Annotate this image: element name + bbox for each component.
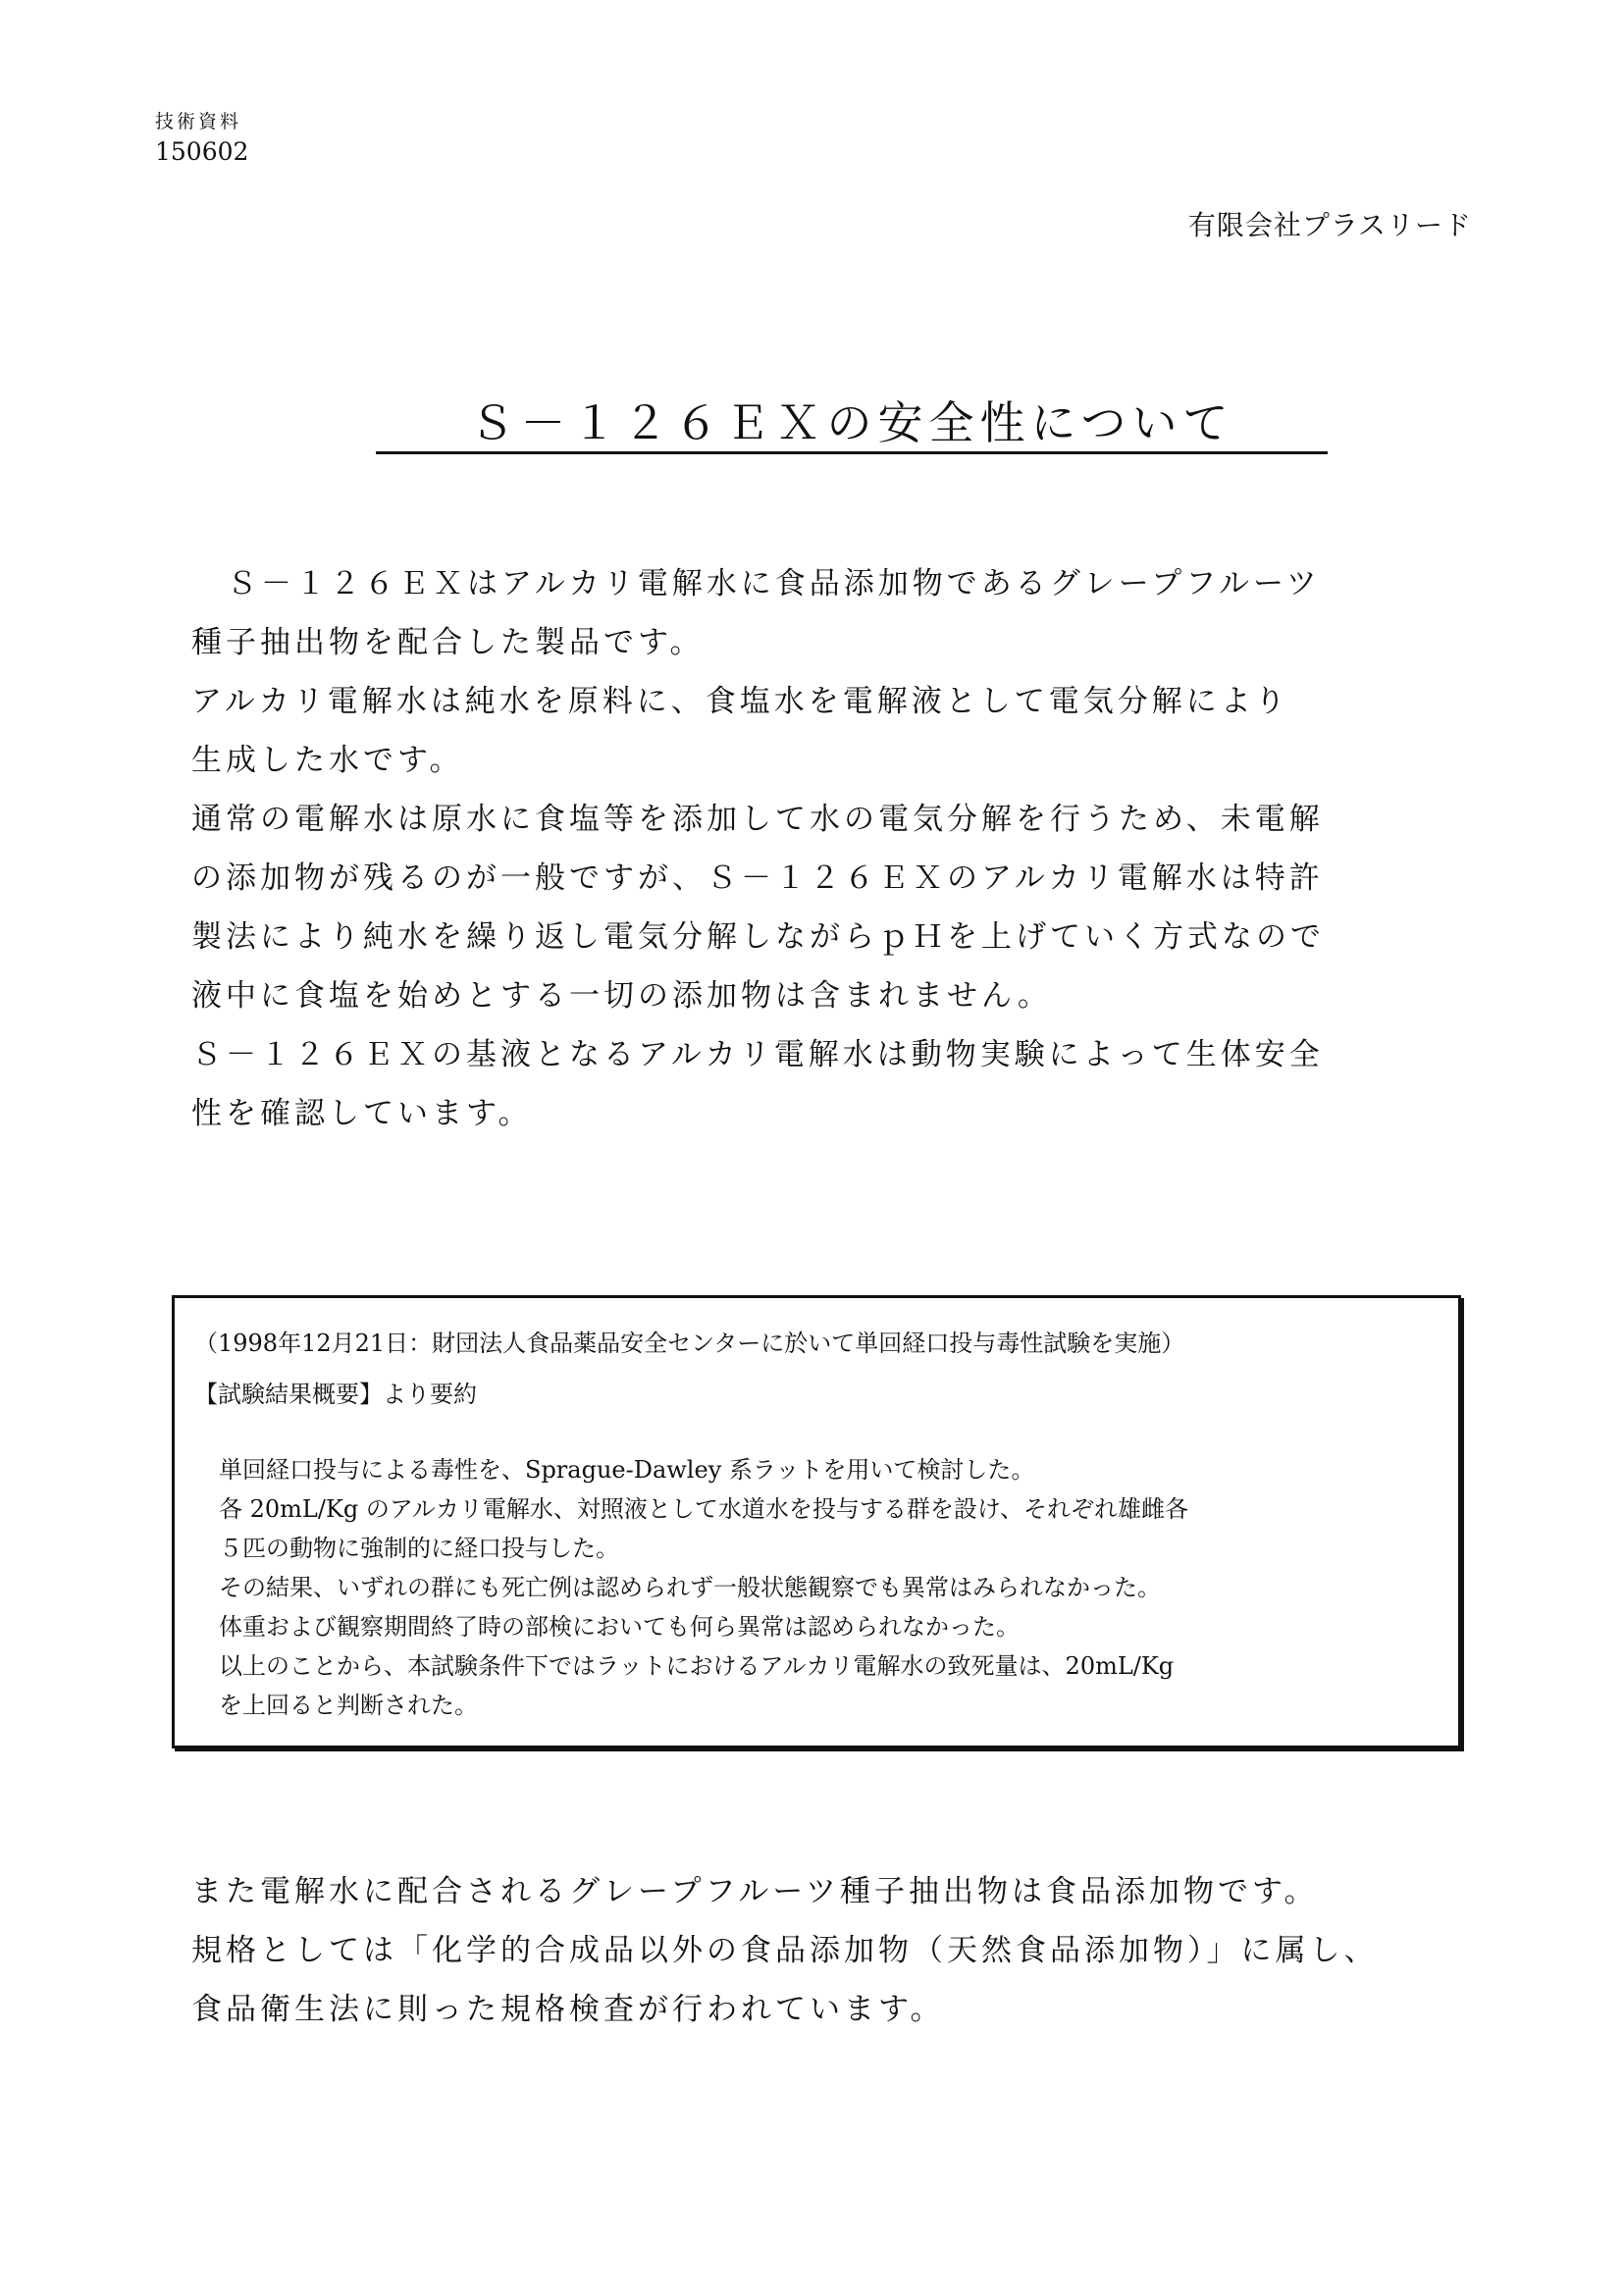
intro-line: Ｓ－１２６ＥＸの基液となるアルカリ電解水は動物実験によって生体安全 xyxy=(191,1037,1324,1072)
intro-line: 通常の電解水は原水に食塩等を添加して水の電気分解を行うため、未電解 xyxy=(191,802,1324,837)
intro-line: 製法により純水を繰り返し電気分解しながらｐＨを上げていく方式なので xyxy=(191,919,1325,955)
closing-line: 食品衛生法に則った規格検査が行われています。 xyxy=(191,1992,945,2027)
test-subheader: 【試験結果概要】より要約 xyxy=(194,1381,477,1408)
summary-line: ５匹の動物に強制的に経口投与した。 xyxy=(219,1535,619,1562)
summary-line: 単回経口投与による毒性を、Sprague-Dawley 系ラットを用いて検討した。 xyxy=(219,1456,1035,1484)
summary-line: 各 20mL/Kg のアルカリ電解水、対照液として水道水を投与する群を設け、それぞれ雄雌各 xyxy=(219,1495,1188,1523)
intro-line: 生成した水です。 xyxy=(191,743,464,778)
intro-line: Ｓ－１２６ＥＸはアルカリ電解水に食品添加物であるグレープフルーツ xyxy=(227,566,1321,601)
summary-line: 以上のことから、本試験条件下ではラットにおけるアルカリ電解水の致死量は、20mL/Kg xyxy=(219,1652,1175,1680)
intro-line: 液中に食塩を始めとする一切の添加物は含まれません。 xyxy=(191,978,1052,1014)
document-type-label: 技術資料 xyxy=(155,111,242,132)
summary-line: その結果、いずれの群にも死亡例は認められず一般状態観察でも異常はみられなかった。 xyxy=(219,1574,1161,1601)
intro-line: 種子抽出物を配合した製品です。 xyxy=(191,625,705,660)
closing-paragraph xyxy=(191,1862,1467,2039)
title-block xyxy=(376,392,1328,454)
intro-paragraph xyxy=(191,554,1467,1143)
test-summary xyxy=(219,1450,1188,1725)
intro-line: 性を確認しています。 xyxy=(191,1096,533,1131)
test-header: （1998年12月21日：財団法人食品薬品安全センターに於いて単回経口投与毒性試験を実施） xyxy=(194,1330,1185,1357)
closing-line: また電解水に配合されるグレープフルーツ種子抽出物は食品添加物です。 xyxy=(191,1874,1319,1909)
intro-line: アルカリ電解水は純水を原料に、食塩水を電解液として電気分解により xyxy=(191,684,1289,719)
summary-line: 体重および観察期間終了時の部検においても何ら異常は認められなかった。 xyxy=(219,1613,1020,1641)
intro-line: の添加物が残るのが一般ですが、Ｓ－１２６ＥＸのアルカリ電解水は特許 xyxy=(191,861,1324,896)
test-result-box xyxy=(172,1295,1461,1748)
document-number: 150602 xyxy=(155,137,249,166)
company-name: 有限会社プラスリード xyxy=(1187,209,1472,241)
closing-line: 規格としては「化学的合成品以外の食品添加物（天然食品添加物）」に属し、 xyxy=(191,1933,1379,1968)
summary-line: を上回ると判断された。 xyxy=(219,1692,478,1719)
page-title: Ｓ－１２６ＥＸの安全性について xyxy=(469,396,1234,449)
